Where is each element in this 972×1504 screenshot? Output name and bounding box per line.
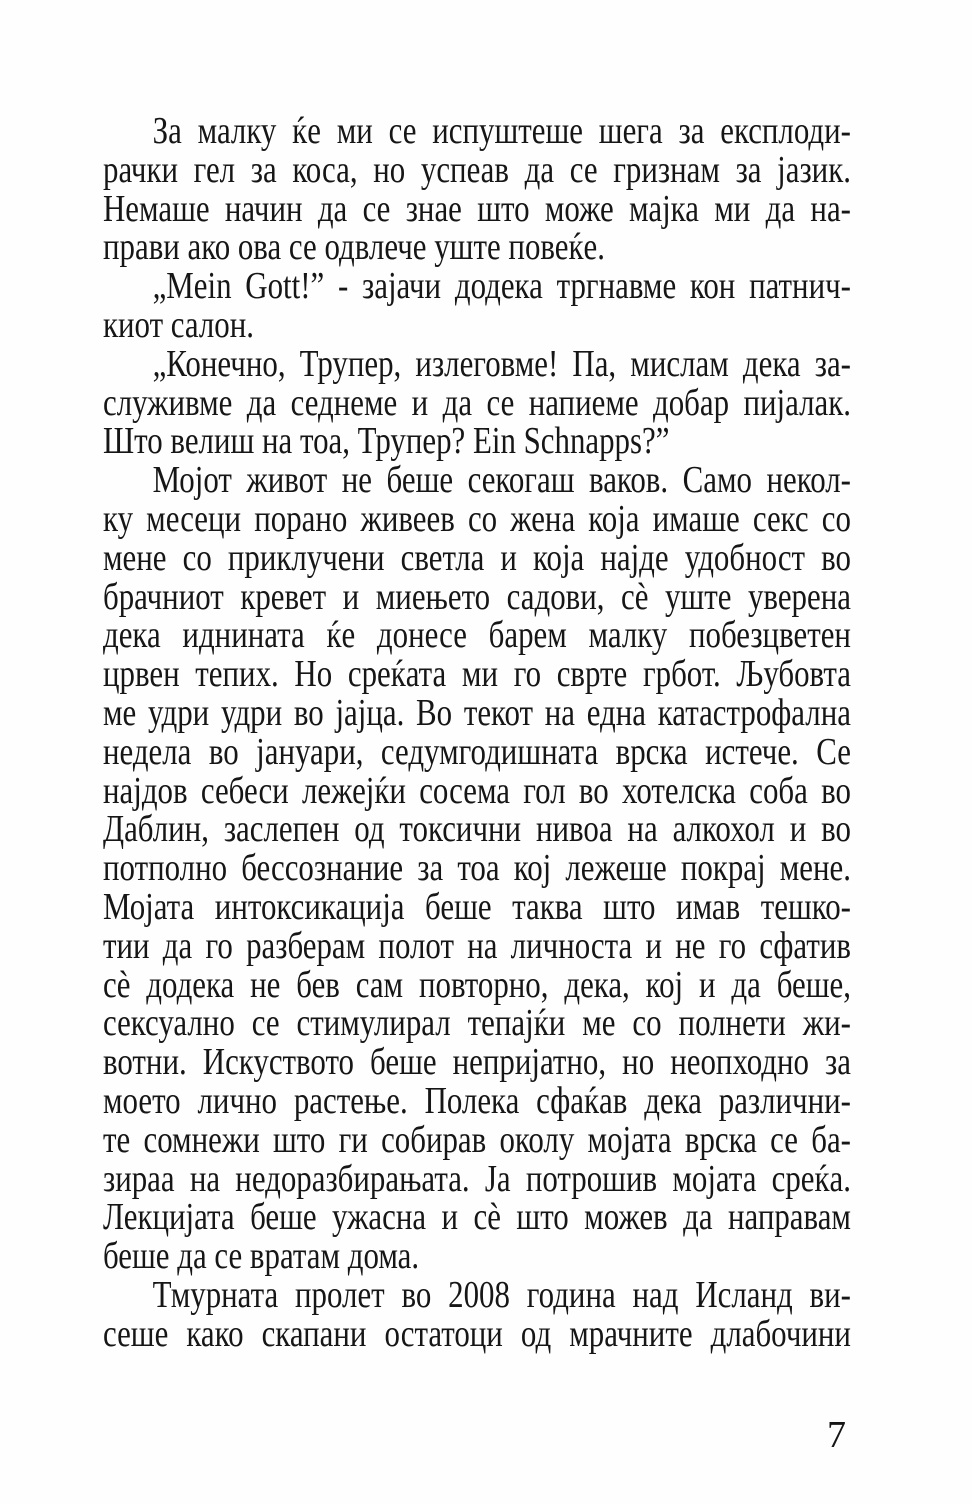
text-line: За малку ќе ми се испуштеше шега за експлоди- xyxy=(152,110,851,152)
page-number: 7 xyxy=(827,1414,846,1456)
text-line: мене со приклучени светла и која најде удобност во xyxy=(103,536,851,579)
text-line: вотни. Искуството беше непријатно, но неопходно за xyxy=(103,1041,851,1084)
body-text xyxy=(103,112,851,1354)
text-line: најдов себеси лежејќи сосема гол во хотелска соба во xyxy=(103,769,851,812)
text-line: црвен тепих. Но среќата ми го сврте грбот. Љубовта xyxy=(103,653,851,696)
text-line: ме удри удри во јајца. Во текот на една катастрофална xyxy=(103,691,851,734)
text-line: сѐ додека не бев сам повторно, дека, кој и да беше, xyxy=(103,963,851,1006)
text-line: ку месеци порано живеев со жена која имаше секс со xyxy=(103,497,851,540)
text-line: прави ако ова се одвлече уште повеќе. xyxy=(103,226,605,269)
text-line: дека иднината ќе донесе барем малку побезцветен xyxy=(103,614,851,657)
text-line: Лекцијата беше ужасна и сѐ што можев да направам xyxy=(103,1196,851,1239)
text-line: моето лично растење. Полека сфаќав дека различни- xyxy=(103,1079,851,1122)
text-line: „Конечно, Трупер, излеговме! Па, мислам дека за- xyxy=(152,342,851,385)
text-line: „Mein Gott!” - зајачи додека тргнавме кон патнич- xyxy=(152,265,851,308)
text-line: сексуално се стимулирал тепајќи ме со полнети жи- xyxy=(103,1002,851,1045)
text-line: рачки гел за коса, но успеав да се гризнам за јазик. xyxy=(103,148,851,191)
text-line: тии да го разберам полот на личноста и не го сфатив xyxy=(103,924,851,967)
text-line: Тмурната пролет во 2008 година над Исланд ви- xyxy=(152,1273,851,1316)
text-line: Немаше начин да се знае што може мајка ми да на- xyxy=(103,187,851,230)
text-line: беше да се вратам дома. xyxy=(103,1235,420,1278)
text-line: Што велиш на тоа, Трупер? Ein Schnapps?” xyxy=(103,420,670,463)
text-line: сеше како скапани остатоци од мрачните длабочини xyxy=(103,1312,851,1355)
text-line: те сомнежи што ги собирав околу мојата врска се ба- xyxy=(103,1118,851,1161)
text-line: брачниот кревет и миењето садови, сѐ уште уверена xyxy=(103,575,851,618)
text-line: Мојот живот не беше секогаш ваков. Само некол- xyxy=(152,459,851,502)
text-line: Даблин, заслепен од токсични нивоа на алкохол и во xyxy=(103,808,851,851)
text-line: Мојата интоксикација беше таква што имав тешко- xyxy=(103,885,851,928)
text-line: киот салон. xyxy=(103,303,255,346)
text-line: потполно бессознание за тоа кој лежеше покрај мене. xyxy=(103,847,851,890)
text-line: недела во јануари, седумгодишната врска истече. Се xyxy=(103,730,851,773)
text-line: зираа на недоразбирањата. Ја потрошив мојата среќа. xyxy=(103,1157,851,1200)
text-line: служивме да седнеме и да се напиеме добар пијалак. xyxy=(103,381,851,424)
